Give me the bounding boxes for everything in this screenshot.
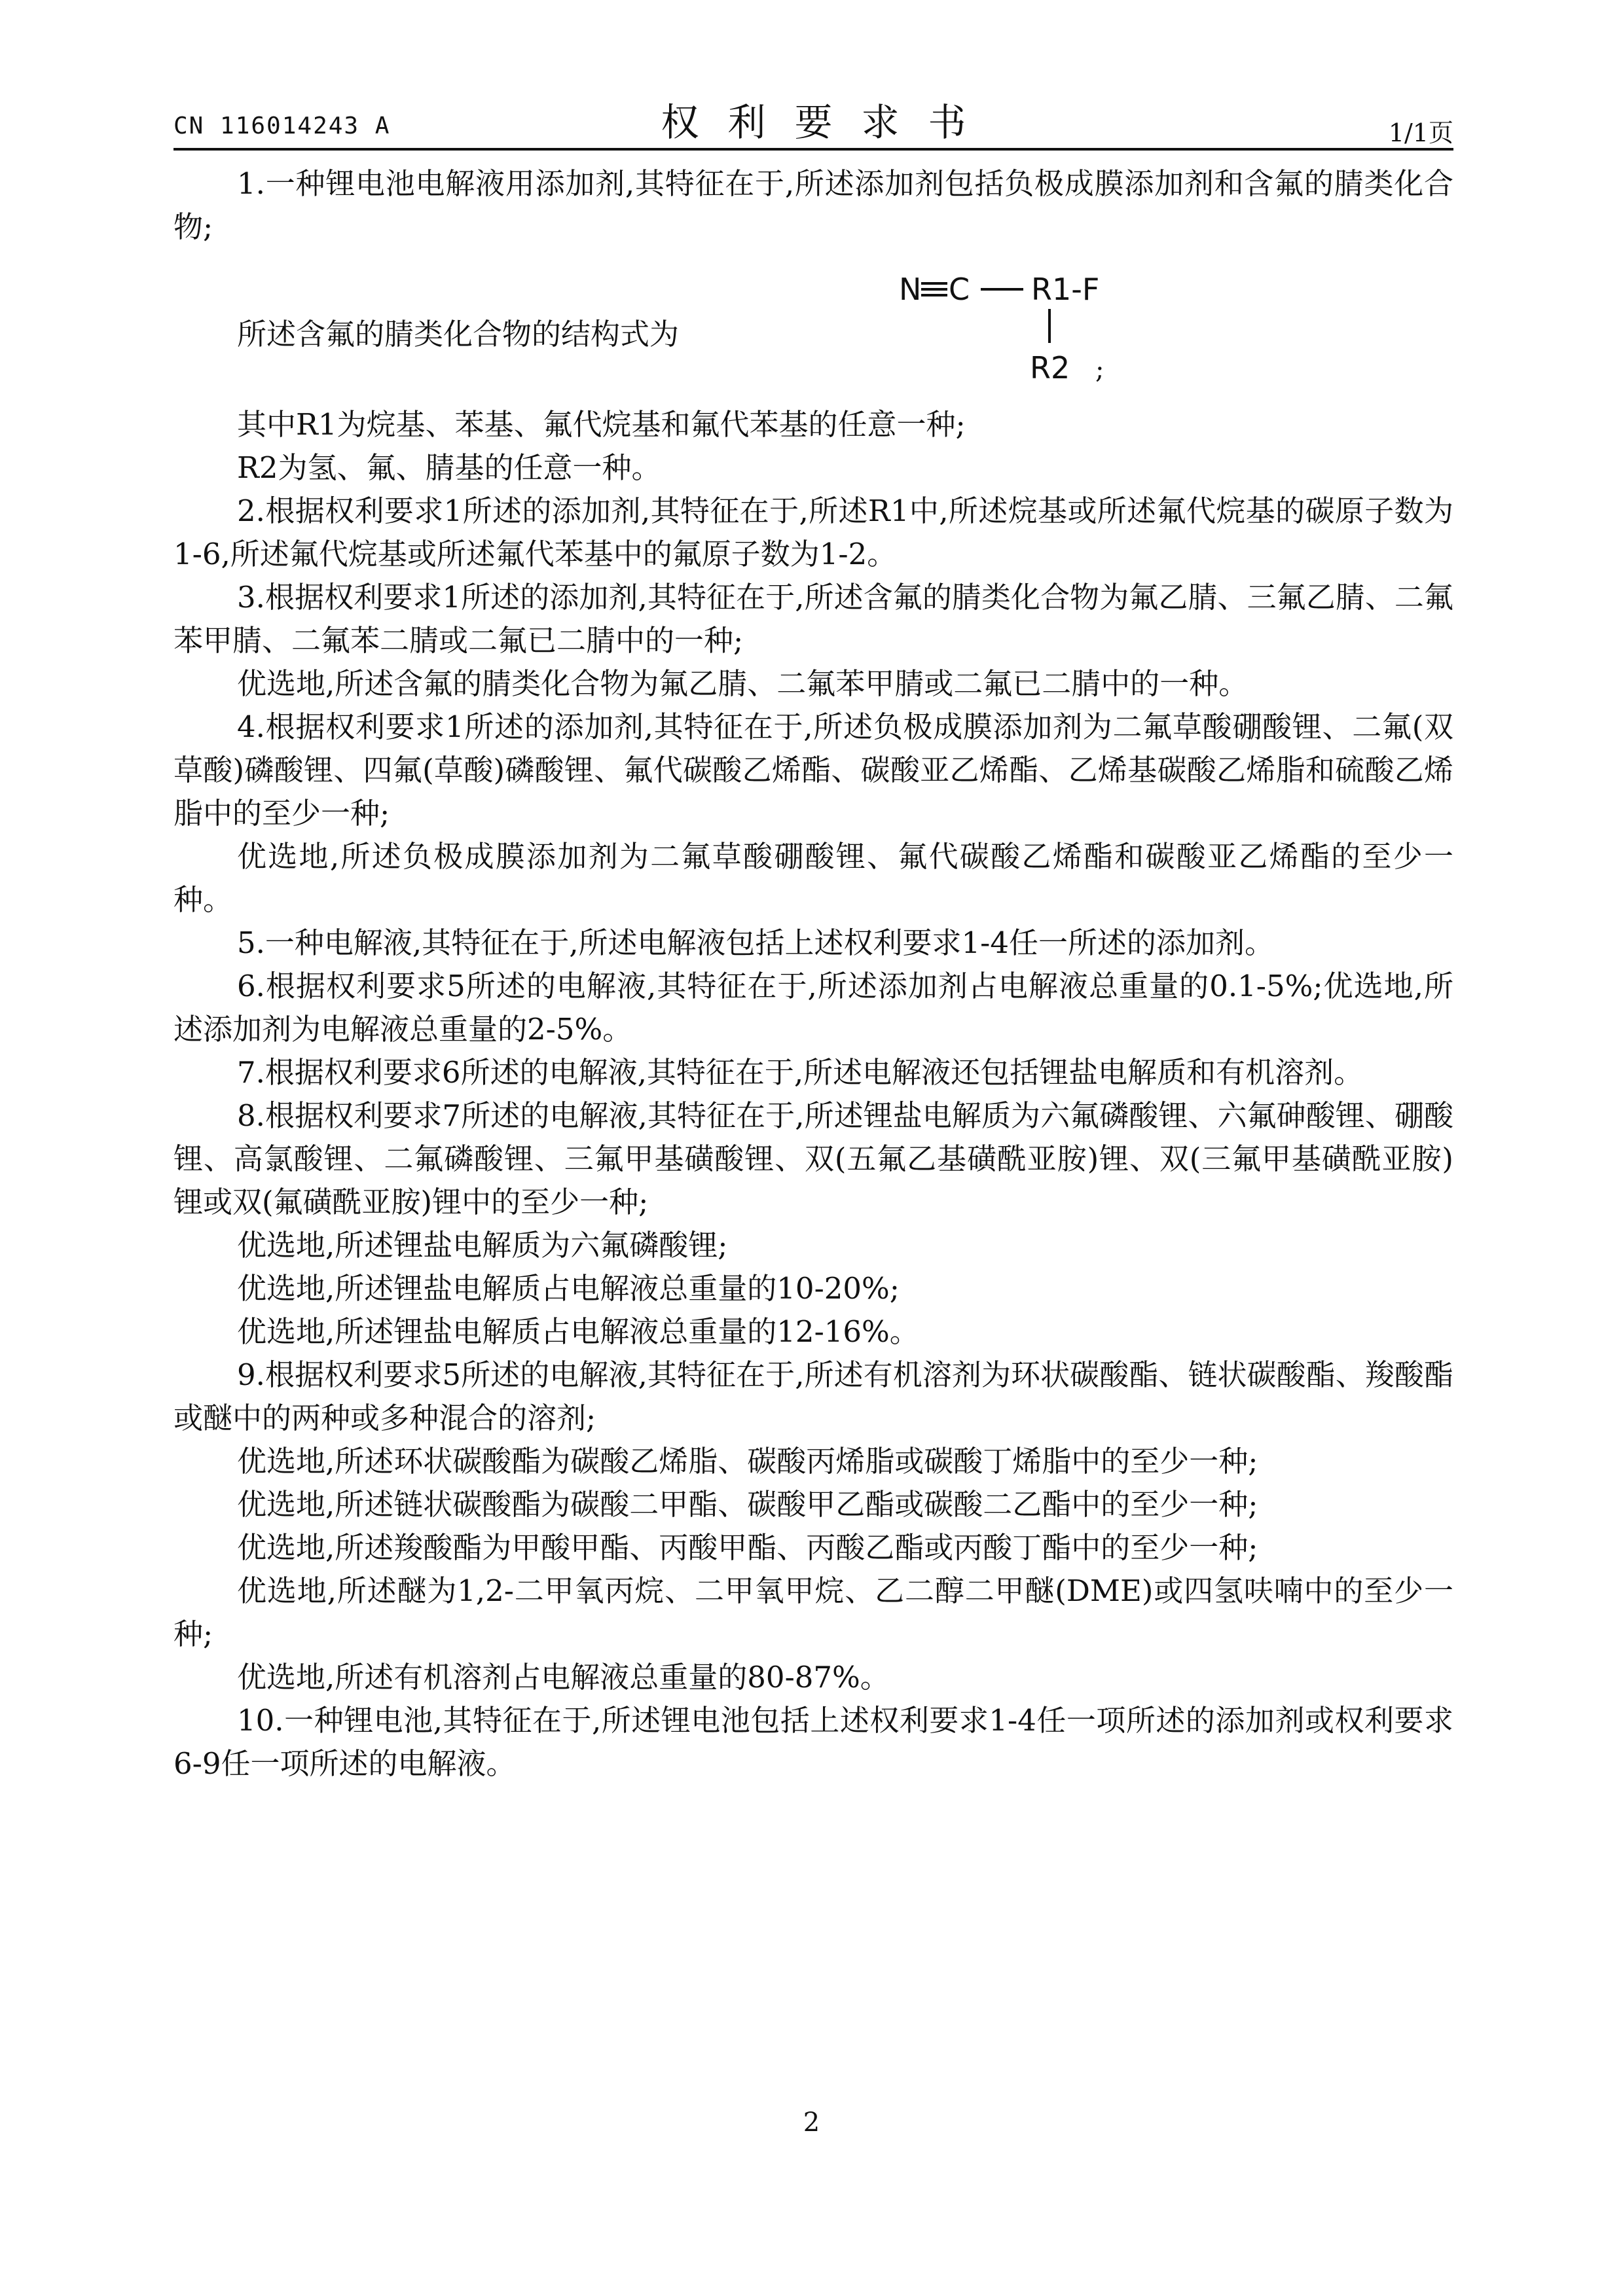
formula-atom-n: N [899, 272, 922, 307]
claim-paragraph: 4.根据权利要求1所述的添加剂,其特征在于,所述负极成膜添加剂为二氟草酸硼酸锂、二氟(双草酸)磷酸锂、四氟(草酸)磷酸锂、氟代碳酸乙烯酯、碳酸亚乙烯酯、乙烯基碳酸乙烯脂和硫酸乙烯脂中的至少一种; [173, 709, 1453, 831]
formula-atom-c: C [949, 272, 970, 307]
page-header [173, 92, 1453, 164]
document-title: 权利要求书 [661, 100, 995, 145]
claim-paragraph: 优选地,所述负极成膜添加剂为二氟草酸硼酸锂、氟代碳酸乙烯酯和碳酸亚乙烯酯的至少一种。 [173, 839, 1453, 917]
claim-paragraph: 优选地,所述锂盐电解质占电解液总重量的10-20%; [237, 1271, 900, 1306]
claim-paragraph: 优选地,所述锂盐电解质为六氟磷酸锂; [237, 1228, 728, 1263]
claim-paragraph: 2.根据权利要求1所述的添加剂,其特征在于,所述R1中,所述烷基或所述氟代烷基的碳原子数为1-6,所述氟代烷基或所述氟代苯基中的氟原子数为1-2。 [173, 493, 1453, 571]
structural-formula-row [173, 249, 1453, 403]
claim-paragraph: 优选地,所述环状碳酸酯为碳酸乙烯脂、碳酸丙烯脂或碳酸丁烯脂中的至少一种; [237, 1444, 1258, 1479]
formula-group-r2: R2 [1030, 350, 1070, 386]
claims-body [173, 162, 1453, 1785]
claim-paragraph: 优选地,所述含氟的腈类化合物为氟乙腈、二氟苯甲腈或二氟已二腈中的一种。 [237, 666, 1249, 701]
claim-paragraph: 优选地,所述醚为1,2-二甲氧丙烷、二甲氧甲烷、乙二醇二甲醚(DME)或四氢呋喃中的至少一种; [173, 1573, 1453, 1651]
header-rule [173, 148, 1453, 151]
page-count: 1/1页 [1388, 118, 1453, 147]
claim-paragraph: 10.一种锂电池,其特征在于,所述锂电池包括上述权利要求1-4任一项所述的添加剂或权利要求6-9任一项所述的电解液。 [173, 1703, 1453, 1781]
claim-paragraph: 其中R1为烷基、苯基、氟代烷基和氟代苯基的任意一种; [237, 407, 966, 442]
claim-paragraph: 优选地,所述链状碳酸酯为碳酸二甲酯、碳酸甲乙酯或碳酸二乙酯中的至少一种; [237, 1487, 1258, 1522]
claim-paragraph: R2为氢、氟、腈基的任意一种。 [237, 450, 661, 485]
claim-paragraph: 7.根据权利要求6所述的电解液,其特征在于,所述电解液还包括锂盐电解质和有机溶剂。 [237, 1055, 1364, 1090]
claim-paragraph: 优选地,所述羧酸酯为甲酸甲酯、丙酸甲酯、丙酸乙酯或丙酸丁酯中的至少一种; [237, 1530, 1258, 1565]
claim-paragraph: 优选地,所述锂盐电解质占电解液总重量的12-16%。 [237, 1314, 919, 1349]
claim-paragraph: 1.一种锂电池电解液用添加剂,其特征在于,所述添加剂包括负极成膜添加剂和含氟的腈类化合物; [173, 166, 1453, 244]
formula-label: 所述含氟的腈类化合物的结构式为 [237, 317, 680, 351]
claim-paragraph: 9.根据权利要求5所述的电解液,其特征在于,所述有机溶剂为环状碳酸酯、链状碳酸酯、羧酸酯或醚中的两种或多种混合的溶剂; [173, 1357, 1453, 1435]
claim-paragraph: 8.根据权利要求7所述的电解液,其特征在于,所述锂盐电解质为六氟磷酸锂、六氟砷酸锂、硼酸锂、高氯酸锂、二氟磷酸锂、三氟甲基磺酸锂、双(五氟乙基磺酰亚胺)锂、双(三氟甲基磺酰亚胺)锂或双(氟磺酰亚胺)锂中的至少一种; [173, 1098, 1453, 1219]
formula-semicolon: ; [1095, 355, 1104, 385]
claim-paragraph: 优选地,所述有机溶剂占电解液总重量的80-87%。 [237, 1660, 890, 1695]
claim-paragraph: 3.根据权利要求1所述的添加剂,其特征在于,所述含氟的腈类化合物为氟乙腈、三氟乙腈、二氟苯甲腈、二氟苯二腈或二氟已二腈中的一种; [173, 580, 1453, 658]
claim-paragraph: 6.根据权利要求5所述的电解液,其特征在于,所述添加剂占电解液总重量的0.1-5%;优选地,所述添加剂为电解液总重量的2-5%。 [173, 969, 1453, 1047]
page-number: 2 [803, 2108, 820, 2138]
document-number: CN 116014243 A [173, 113, 391, 139]
structural-formula [899, 249, 1135, 403]
formula-group-r1f: R1-F [1031, 272, 1100, 307]
claim-paragraph: 5.一种电解液,其特征在于,所述电解液包括上述权利要求1-4任一所述的添加剂。 [237, 925, 1275, 960]
